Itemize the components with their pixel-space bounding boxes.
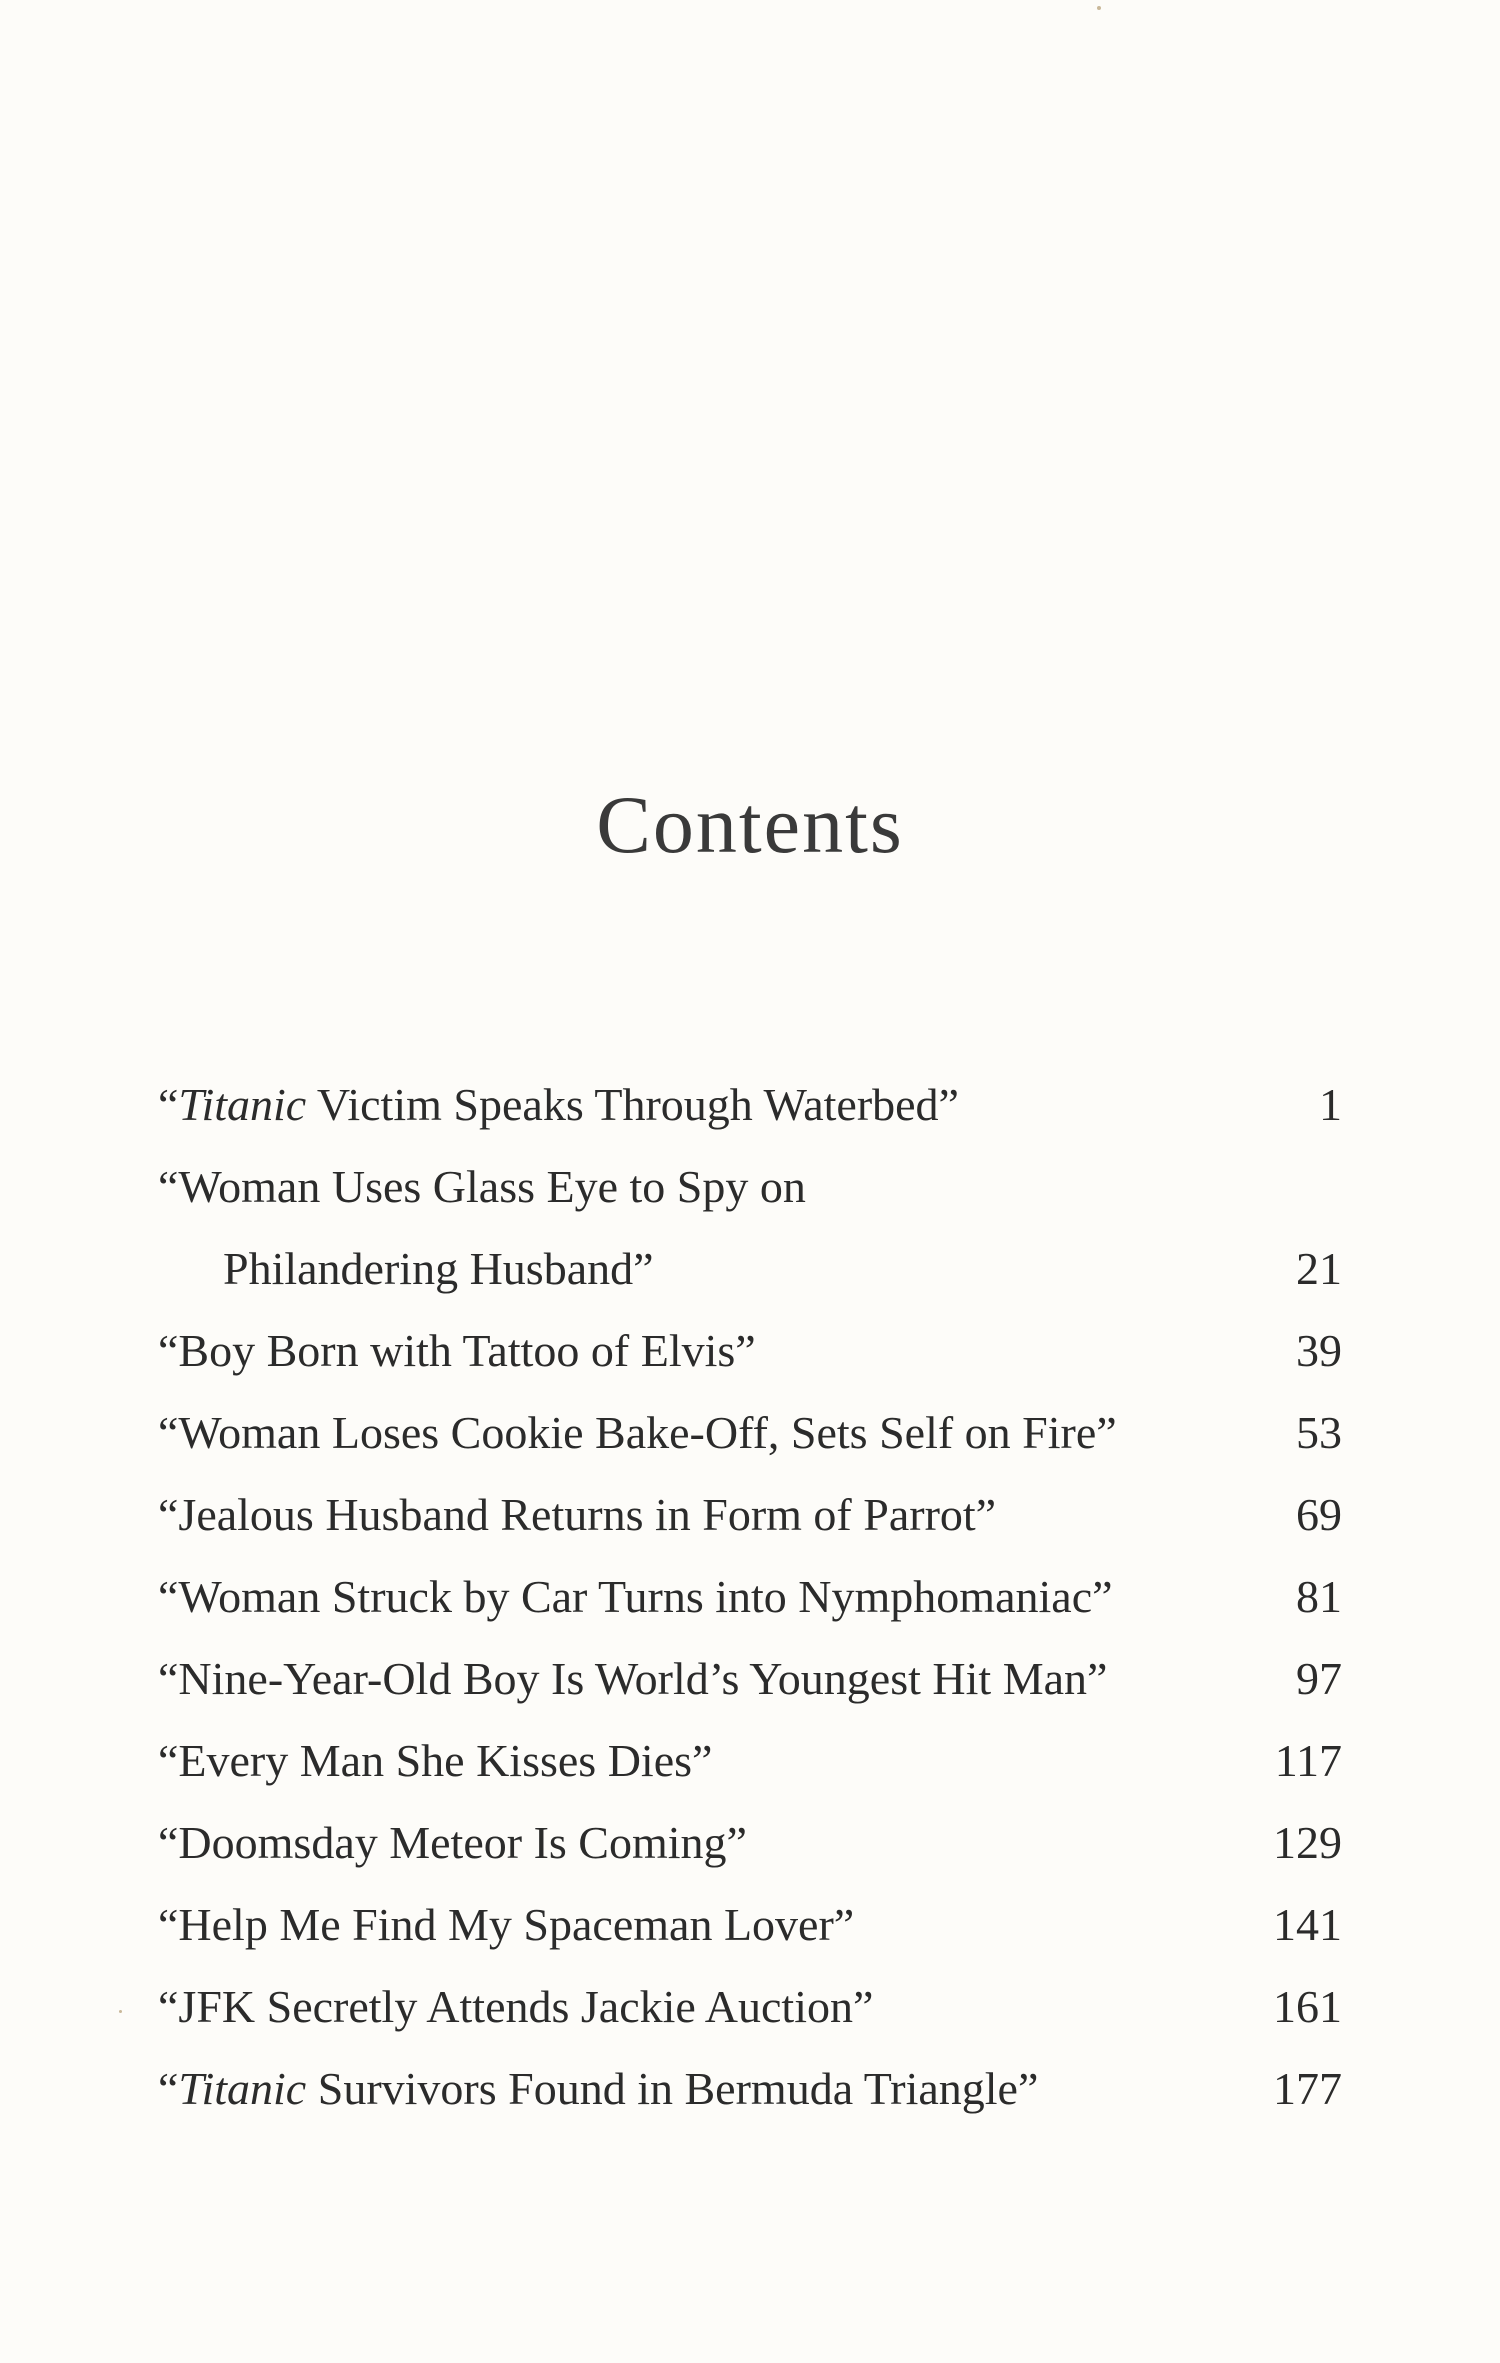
toc-entry-title bbox=[158, 2054, 1038, 2124]
toc-entry-title: “Jealous Husband Returns in Form of Parrot” bbox=[158, 1489, 997, 1540]
toc-entry-title: “Help Me Find My Spaceman Lover” bbox=[158, 1899, 855, 1950]
toc-entry bbox=[158, 1398, 1342, 1480]
toc-entry bbox=[158, 1152, 1342, 1234]
toc-entry bbox=[158, 2054, 1342, 2136]
toc-entry bbox=[158, 1644, 1342, 1726]
toc-entry-page: 69 bbox=[1296, 1489, 1342, 1540]
title-rest: Survivors Found in Bermuda Triangle” bbox=[306, 2063, 1039, 2114]
toc-entry-title: “Woman Struck by Car Turns into Nymphomaniac” bbox=[158, 1571, 1113, 1622]
toc-entry-title: “Doomsday Meteor Is Coming” bbox=[158, 1817, 747, 1868]
toc-entry-title: “Woman Loses Cookie Bake-Off, Sets Self on Fire” bbox=[158, 1407, 1117, 1458]
paper-speck bbox=[1097, 6, 1101, 10]
toc-entry bbox=[158, 1972, 1342, 2054]
toc-entry-page: 81 bbox=[1296, 1571, 1342, 1622]
toc-entry-title: “JFK Secretly Attends Jackie Auction” bbox=[158, 1981, 874, 2032]
toc-entry-page: 117 bbox=[1274, 1735, 1342, 1786]
italic-title-word: Titanic bbox=[178, 1079, 307, 1130]
table-of-contents bbox=[158, 1070, 1342, 2136]
toc-entry-title-line2: Philandering Husband” bbox=[223, 1243, 654, 1294]
toc-entry bbox=[158, 1316, 1342, 1398]
toc-entry-page: 177 bbox=[1273, 2063, 1342, 2114]
toc-entry-title: “Nine-Year-Old Boy Is World’s Youngest Hit Man” bbox=[158, 1653, 1108, 1704]
toc-entry bbox=[158, 1726, 1342, 1808]
paper-speck bbox=[119, 2010, 122, 2013]
toc-entry-page: 21 bbox=[1296, 1243, 1342, 1294]
open-quote: “ bbox=[158, 1079, 179, 1130]
toc-entry-page: 53 bbox=[1296, 1407, 1342, 1458]
toc-entry-title: “Woman Uses Glass Eye to Spy on bbox=[158, 1161, 806, 1212]
toc-entry-page: 1 bbox=[1319, 1079, 1342, 1130]
toc-entry-title: “Boy Born with Tattoo of Elvis” bbox=[158, 1325, 756, 1376]
open-quote: “ bbox=[158, 2063, 179, 2114]
toc-entry-page: 141 bbox=[1273, 1899, 1342, 1950]
title-rest: Victim Speaks Through Waterbed” bbox=[306, 1079, 959, 1130]
toc-entry-page: 129 bbox=[1273, 1817, 1342, 1868]
toc-entry-title bbox=[158, 1070, 959, 1140]
toc-entry bbox=[158, 1562, 1342, 1644]
toc-entry-page: 161 bbox=[1273, 1981, 1342, 2032]
toc-entry-page: 97 bbox=[1296, 1653, 1342, 1704]
toc-entry bbox=[158, 1808, 1342, 1890]
toc-entry bbox=[158, 1480, 1342, 1562]
toc-entry-page: 39 bbox=[1296, 1325, 1342, 1376]
italic-title-word: Titanic bbox=[178, 2063, 307, 2114]
toc-entry bbox=[158, 1070, 1342, 1152]
toc-entry-continuation bbox=[158, 1234, 1342, 1316]
toc-entry-title: “Every Man She Kisses Dies” bbox=[158, 1735, 713, 1786]
toc-entry bbox=[158, 1890, 1342, 1972]
page-title: Contents bbox=[596, 779, 904, 870]
